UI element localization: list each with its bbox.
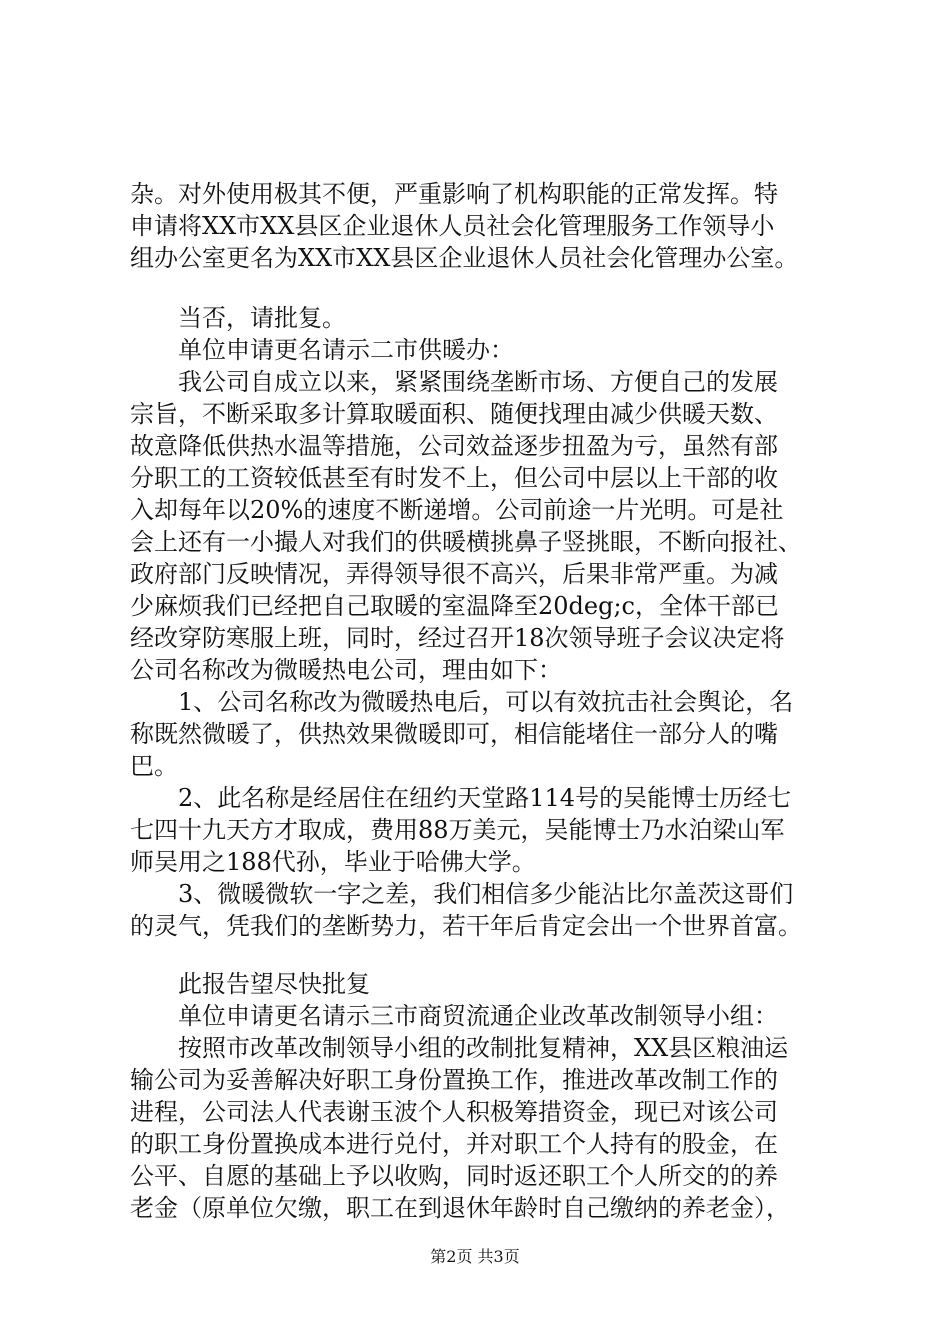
paragraph-line: 会上还有一小撮人对我们的供暖横挑鼻子竖挑眼，不断向报社、	[130, 528, 802, 556]
closing-line: 此报告望尽快批复	[178, 970, 370, 998]
paragraph-line: 我公司自成立以来，紧紧围绕垄断市场、方便自己的发展	[178, 368, 778, 396]
closing-line: 当否，请批复。	[178, 304, 346, 332]
paragraph-line: 宗旨，不断采取多计算取暖面积、随便找理由减少供暖天数、	[130, 400, 778, 428]
paragraph-line: 申请将XX市XX县区企业退休人员社会化管理服务工作领导小	[130, 212, 775, 240]
reason-1-line: 巴。	[130, 752, 178, 780]
reason-3-line: 3、微暖微软一字之差，我们相信多少能沾比尔盖茨这哥们	[178, 880, 794, 908]
paragraph-line: 按照市改革改制领导小组的改制批复精神，XX县区粮油运	[178, 1034, 789, 1062]
section-heading: 单位申请更名请示二市供暖办：	[178, 336, 514, 364]
paragraph-line: 杂。对外使用极其不便，严重影响了机构职能的正常发挥。特	[130, 180, 778, 208]
paragraph-line: 入却每年以20%的速度不断递增。公司前途一片光明。可是社	[130, 496, 784, 524]
reason-1-line: 1、公司名称改为微暖热电后，可以有效抗击社会舆论，名	[178, 688, 794, 716]
paragraph-line: 组办公室更名为XX市XX县区企业退休人员社会化管理办公室。	[130, 244, 799, 272]
paragraph-line: 经改穿防寒服上班，同时，经过召开18次领导班子会议决定将	[130, 624, 785, 652]
paragraph-line: 输公司为妥善解决好职工身份置换工作，推进改革改制工作的	[130, 1066, 778, 1094]
reason-2-line: 师吴用之188代孙，毕业于哈佛大学。	[130, 848, 536, 876]
paragraph-line: 的职工身份置换成本进行兑付，并对职工个人持有的股金，在	[130, 1130, 778, 1158]
reason-1-line: 称既然微暖了，供热效果微暖即可，相信能堵住一部分人的嘴	[130, 720, 778, 748]
paragraph-line: 少麻烦我们已经把自己取暖的室温降至20deg;c，全体干部已	[130, 592, 779, 620]
section-heading: 单位申请更名请示三市商贸流通企业改革改制领导小组：	[178, 1002, 778, 1030]
paragraph-line: 公平、自愿的基础上予以收购，同时返还职工个人所交的的养	[130, 1162, 778, 1190]
paragraph-line: 政府部门反映情况，弄得领导很不高兴，后果非常严重。为减	[130, 560, 778, 588]
reason-2-line: 2、此名称是经居住在纽约天堂路114号的吴能博士历经七	[178, 784, 792, 812]
page-footer: 第2页 共3页	[430, 1247, 520, 1266]
reason-3-line: 的灵气，凭我们的垄断势力，若干年后肯定会出一个世界首富。	[130, 912, 802, 940]
paragraph-line: 故意降低供热水温等措施，公司效益逐步扭盈为亏，虽然有部	[130, 432, 778, 460]
paragraph-line: 分职工的工资较低甚至有时发不上，但公司中层以上干部的收	[130, 464, 778, 492]
paragraph-line: 老金（原单位欠缴，职工在到退休年龄时自己缴纳的养老金），	[130, 1194, 790, 1222]
paragraph-line: 公司名称改为微暖热电公司，理由如下：	[130, 656, 562, 684]
reason-2-line: 七四十九天方才取成，费用88万美元，吴能博士乃水泊梁山军	[130, 816, 785, 844]
paragraph-line: 进程，公司法人代表谢玉波个人积极筹措资金，现已对该公司	[130, 1098, 778, 1126]
